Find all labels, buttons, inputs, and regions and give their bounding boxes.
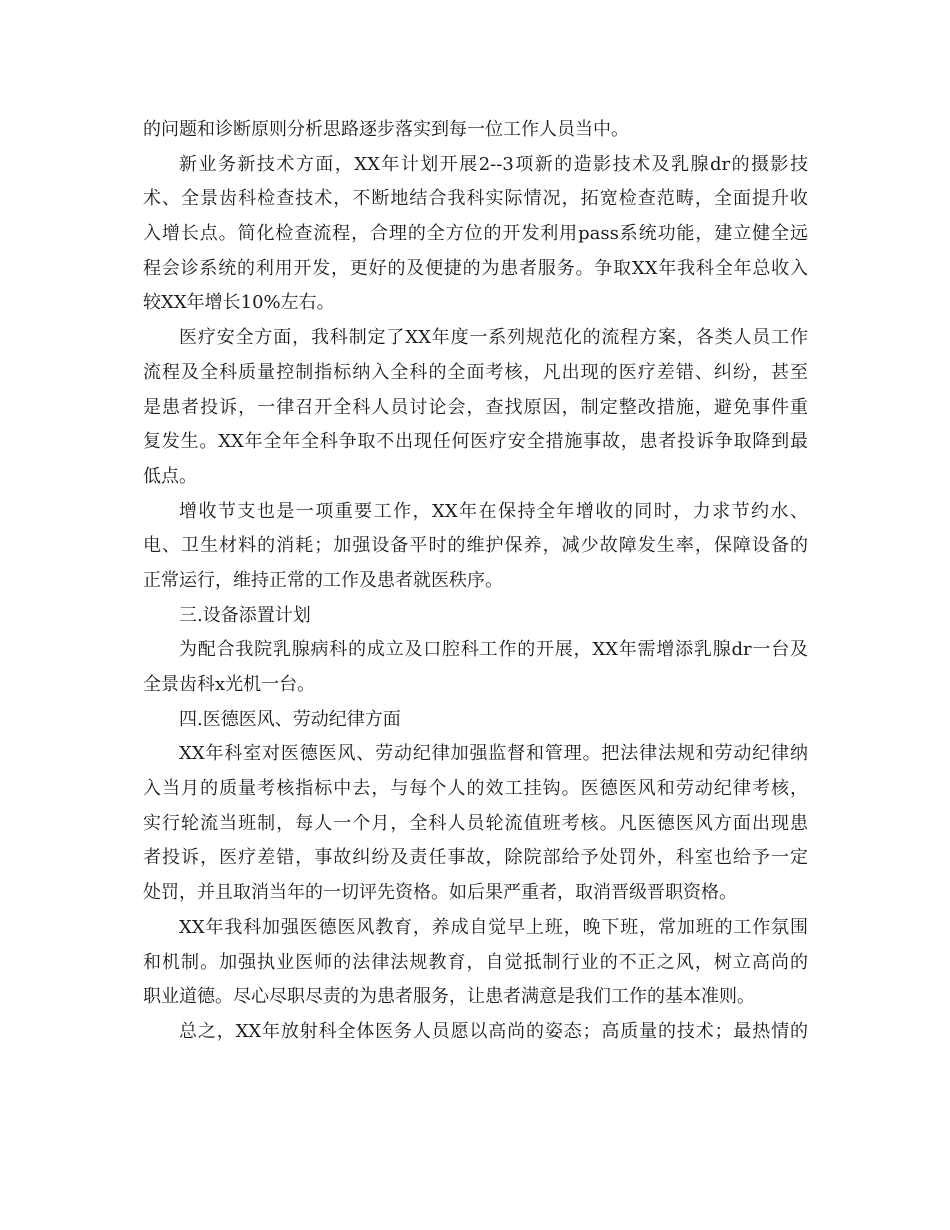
text-line: 为配合我院乳腺病科的成立及口腔科工作的开展，XX年需增添乳腺dr一台及 [179,639,808,661]
text-line: 实行轮流当班制，每人一个月，全科人员轮流值班考核。凡医德医风方面出现患 [143,812,808,834]
text-line: 较XX年增长10%左右。 [143,292,335,314]
text-line: 程会诊系统的利用开发，更好的及便捷的为患者服务。争取XX年我科全年总收入 [143,257,808,279]
text-line: 电、卫生材料的消耗；加强设备平时的维护保养，减少故障发生率，保障设备的 [143,535,808,557]
text-line: 和机制。加强执业医师的法律法规教育，自觉抵制行业的不正之风，树立高尚的 [143,951,808,973]
text-line: 术、全景齿科检查技术，不断地结合我科实际情况，拓宽检查范畴，全面提升收 [143,188,808,210]
document-body [143,113,808,1050]
text-line: 处罚，并且取消当年的一切评先资格。如后果严重者，取消晋级晋职资格。 [143,882,737,904]
text-line: 入增长点。简化检查流程，合理的全方位的开发利用pass系统功能，建立健全远 [143,223,808,245]
text-line: 者投诉，医疗差错，事故纠纷及责任事故，除院部给予处罚外，科室也给予一定 [143,847,808,869]
text-line: 正常运行，维持正常的工作及患者就医秩序。 [143,569,503,591]
text-line: XX年科室对医德医风、劳动纪律加强监督和管理。把法律法规和劳动纪律纳 [179,743,808,765]
text-line: 复发生。XX年全年全科争取不出现任何医疗安全措施事故，患者投诉争取降到最 [143,431,808,453]
text-line: 是患者投诉，一律召开全科人员讨论会，查找原因，制定整改措施，避免事件重 [143,396,808,418]
text-line: 三.设备添置计划 [179,604,311,626]
text-line: 流程及全科质量控制指标纳入全科的全面考核，凡出现的医疗差错、纠纷，甚至 [143,361,808,383]
text-line: 低点。 [143,465,197,487]
text-line: 职业道德。尽心尽职尽责的为患者服务，让患者满意是我们工作的基本准则。 [143,986,755,1008]
text-line: 四.医德医风、劳动纪律方面 [179,708,401,730]
text-line: 入当月的质量考核指标中去，与每个人的效工挂钩。医德医风和劳动纪律考核， [143,778,808,800]
text-line: 的问题和诊断原则分析思路逐步落实到每一位工作人员当中。 [143,119,629,140]
text-line: 总之，XX年放射科全体医务人员愿以高尚的姿态；高质量的技术；最热情的 [179,1020,808,1042]
text-line: 全景齿科x光机一台。 [143,674,316,695]
text-line: XX年我科加强医德医风教育，养成自觉早上班，晚下班，常加班的工作氛围 [179,916,808,938]
text-line: 增收节支也是一项重要工作，XX年在保持全年增收的同时，力求节约水、 [179,500,808,522]
text-line: 医疗安全方面，我科制定了XX年度一系列规范化的流程方案，各类人员工作 [179,327,808,349]
text-line: 新业务新技术方面，XX年计划开展2--3项新的造影技术及乳腺dr的摄影技 [179,153,808,175]
